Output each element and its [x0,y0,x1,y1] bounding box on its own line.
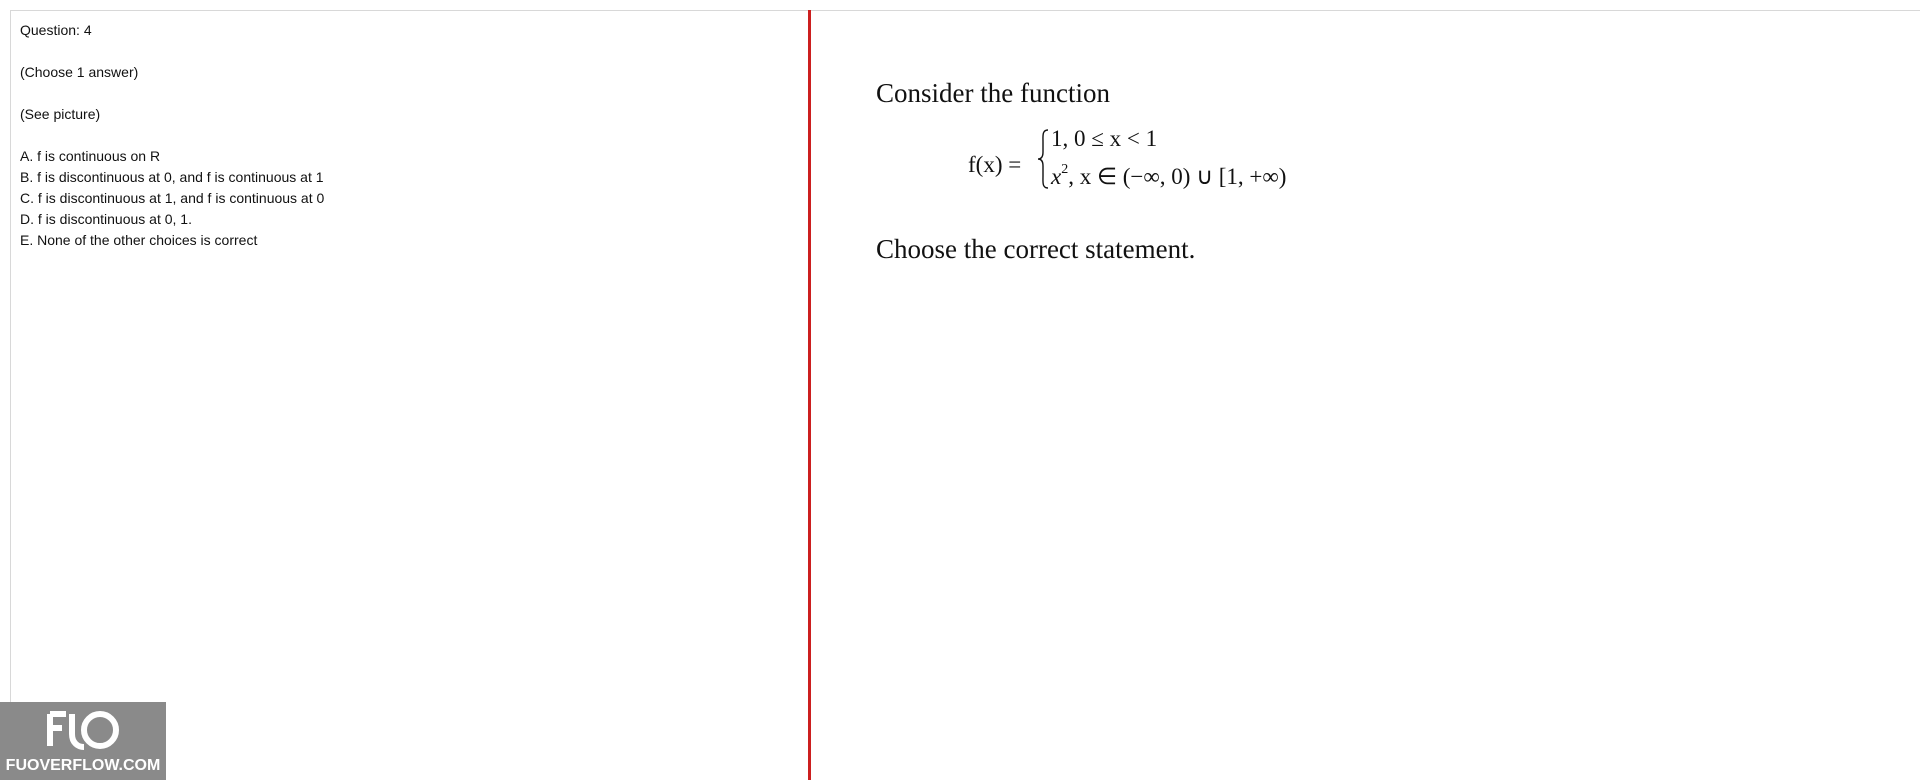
answer-option-a: A. f is continuous on R [20,148,161,164]
answer-option-b: B. f is discontinuous at 0, and f is continuous at 1 [20,169,324,185]
formula-case-2-base: x [1051,164,1062,189]
answer-option-d: D. f is discontinuous at 0, 1. [20,211,192,227]
panel-divider[interactable] [808,10,811,780]
formula-case-2 [1051,164,1286,190]
question-panel [20,20,800,251]
formula-lhs: f(x) = [968,152,1022,177]
question-instruction: (Choose 1 answer) [20,64,139,80]
question-note: (See picture) [20,106,101,122]
piecewise-formula [876,122,1876,218]
formula-case-2-condition: , x ∈ (−∞, 0) ∪ [1, +∞) [1068,164,1287,189]
formula-case-2-exponent: 2 [1061,162,1069,178]
fuo-logo-icon [0,710,166,750]
question-header: Question: 4 [20,22,92,38]
watermark-text: FUOVERFLOW.COM [5,757,161,774]
picture-prompt: Choose the correct statement. [876,234,1196,264]
answer-option-c: C. f is discontinuous at 1, and f is continuous at 0 [20,190,325,206]
formula-case-1: 1, 0 ≤ x < 1 [1051,126,1158,151]
watermark-logo [0,702,166,780]
answer-option-e: E. None of the other choices is correct [20,232,258,248]
question-picture [876,74,1876,268]
picture-intro: Consider the function [876,78,1110,108]
left-brace-icon [1036,128,1050,190]
